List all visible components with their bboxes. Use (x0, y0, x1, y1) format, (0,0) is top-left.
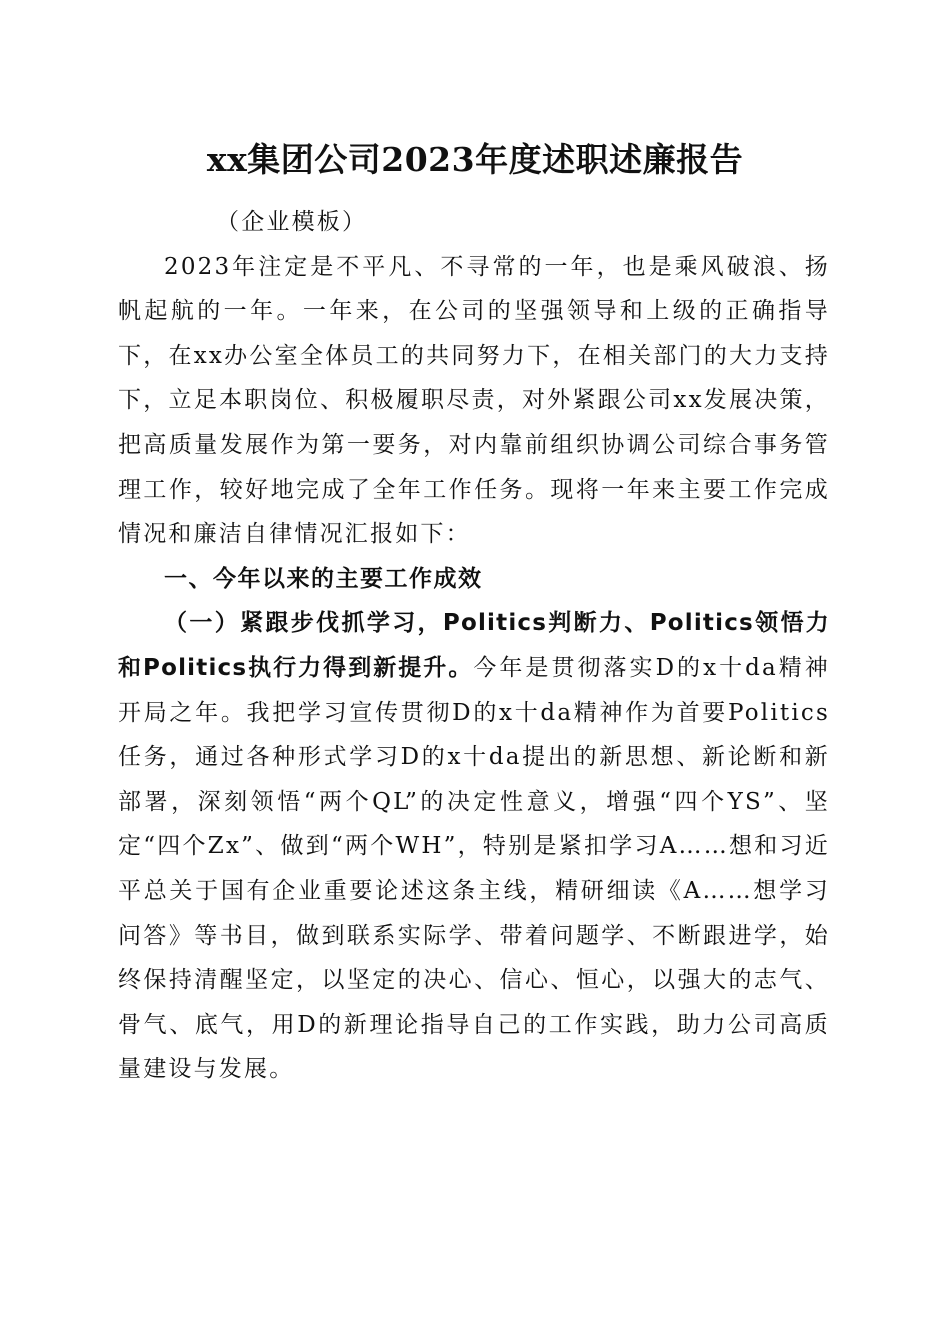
document-subtitle: （企业模板） (216, 209, 368, 235)
document-body (118, 200, 830, 1092)
intro-paragraph: 2023年注定是不平凡、不寻常的一年，也是乘风破浪、扬帆起航的一年。一年来，在公司的坚强领导和上级的正确指导下，在xx办公室全体员工的共同努力下，在相关部门的大力支持下，立足本职岗位、积极履职尽责，对外紧跟公司xx发展决策，把高质量发展作为第一要务，对内靠前组织协调公司综合事务管理工作，较好地完成了全年工作任务。现将一年来主要工作完成情况和廉洁自律情况汇报如下： (118, 253, 830, 548)
section-1-1-body: 今年是贯彻落实D的x十da精神开局之年。我把学习宣传贯彻D的x十da精神作为首要Politics任务，通过各种形式学习D的x十da提出的新思想、新论断和新部署，深刻领悟“两个QL”的决定性意义，增强“四个YS”、坚定“四个Zx”、做到“两个WH”，特别是紧扣学习A……想和习近平总关于国有企业重要论述这条主线，精研细读《A……想学习问答》等书目，做到联系实际学、带着问题学、不断跟进学，始终保持清醒坚定，以坚定的决心、信心、恒心，以强大的志气、骨气、底气，用D的新理论指导自己的工作实践，助力公司高质量建设与发展。 (118, 654, 830, 1083)
document-title: xx集团公司2023年度述职述廉报告 (206, 140, 744, 179)
section-1-1-paragraph (118, 601, 830, 1092)
section-heading-1: 一、今年以来的主要工作成效 (164, 565, 483, 592)
section-heading-1-1: （一）紧跟步伐抓学习，Politics判断力、Politics领悟力和Politics执行力得到新提升。 (118, 610, 830, 681)
